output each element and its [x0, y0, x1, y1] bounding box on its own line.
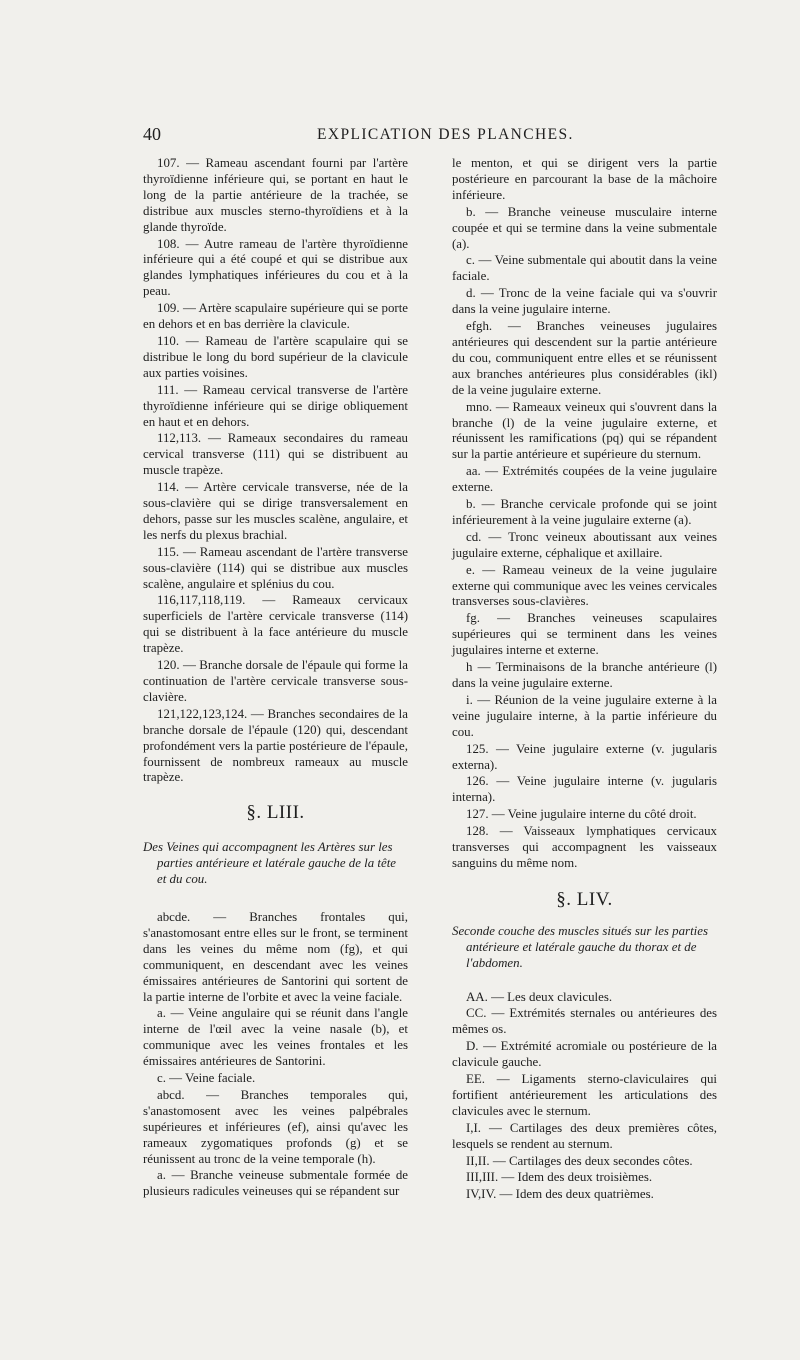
entry: 127. — Veine jugulaire interne du côté droit. — [466, 807, 697, 822]
right-column — [452, 156, 717, 1204]
section-subtitle-liv: Seconde couche des muscles situés sur les parties antérieure et latérale gauche du thorax et de l'abdomen. — [452, 923, 708, 970]
entry: 114. — Artère cervicale transverse, née de la sous-clavière qui se dirige transversalement en dehors, passe sur les muscles scalène, angulaire, et les nerfs du plexus brachial. — [143, 480, 408, 542]
left-entries-bottom — [143, 910, 408, 1200]
page-header — [143, 124, 698, 148]
running-title: EXPLICATION DES PLANCHES. — [317, 126, 574, 143]
section-heading-liii: §. LIII. — [246, 802, 305, 824]
entry: e. — Rameau veineux de la veine jugulaire externe qui communique avec les veines cervicales transverses sous-clavières. — [452, 562, 717, 609]
entry: b. — Branche cervicale profonde qui se joint inférieurement à la veine jugulaire externe (a). — [452, 497, 717, 527]
page-number: 40 — [143, 124, 161, 144]
entry: 128. — Vaisseaux lymphatiques cervicaux transverses qui accompagnent les vaisseaux sanguins du même nom. — [452, 824, 717, 870]
entry: 115. — Rameau ascendant de l'artère transverse sous-clavière (114) qui se distribue aux muscles scalène, angulaire et splénius du cou. — [143, 544, 408, 591]
entry: mno. — Rameaux veineux qui s'ouvrent dans la branche (l) de la veine jugulaire externe, et réunissent les ramifications (pq) qui se répandent sur la partie antérieure et supérieure du sternum. — [452, 399, 717, 462]
entry: abcd. — Branches temporales qui, s'anastomosent avec les veines palpébrales supérieures et inférieures (ef), ainsi qu'avec les rameaux zygomatiques profonds (g) et se réunissent au tronc de la veine temporale (h). — [143, 1087, 408, 1166]
entry: 109. — Artère scapulaire supérieure qui se porte en dehors et en bas derrière la clavicule. — [143, 301, 408, 332]
entry: 121,122,123,124. — Branches secondaires de la branche dorsale de l'épaule (120) qui, descendant profondément vers la partie postérieure de l'épaule, fournissent de nombreux rameaux au muscle trapèze. — [143, 706, 408, 785]
entry: AA. — Les deux clavicules. — [466, 989, 613, 1004]
entry: 110. — Rameau de l'artère scapulaire qui se distribue le long du bord supérieur de la clavicule aux parties voisines. — [143, 333, 408, 380]
entry: cd. — Tronc veineux aboutissant aux veines jugulaire externe, céphalique et axillaire. — [452, 529, 717, 560]
left-entries-top — [143, 156, 408, 786]
entry: II,II. — Cartilages des deux secondes côtes. — [466, 1153, 693, 1168]
entry: 125. — Veine jugulaire externe (v. jugularis externa). — [452, 741, 717, 772]
entry: D. — Extrémité acromiale ou postérieure de la clavicule gauche. — [452, 1039, 717, 1070]
left-column — [143, 156, 408, 1201]
entry: 107. — Rameau ascendant fourni par l'artère thyroïdienne inférieure qui, se portant en haut le long de la partie antérieure de la trachée, se distribue aux muscles sterno-thyroïdiens et à la glande thyroïde. — [143, 156, 408, 234]
entry: fg. — Branches veineuses scapulaires supérieures qui se terminent dans les veines jugulaires interne et externe. — [452, 611, 717, 658]
entry: 108. — Autre rameau de l'artère thyroïdienne inférieure qui a été coupé et qui se distribue aux glandes lymphatiques inférieures du cou et à la peau. — [143, 236, 408, 299]
entry: efgh. — Branches veineuses jugulaires antérieures qui descendent sur la partie antérieure du cou, communiquent entre elles et se réunissent aux branches antérieures plus considérables (ikl) de la veine jugulaire externe. — [452, 319, 717, 397]
entry: 111. — Rameau cervical transverse de l'artère thyroïdienne inférieure qui se dirige obliquement en haut et en dehors. — [143, 382, 408, 429]
entry: III,III. — Idem des deux troisièmes. — [466, 1170, 653, 1185]
entry: 120. — Branche dorsale de l'épaule qui forme la continuation de l'artère cervicale transverse sous-clavière. — [143, 658, 408, 704]
entry: b. — Branche veineuse musculaire interne coupée et qui se termine dans la veine submentale (a). — [452, 204, 717, 251]
entry: EE. — Ligaments sterno-claviculaires qui fortifient antérieurement les articulations des clavicules avec le sternum. — [452, 1072, 717, 1118]
right-entries-bottom — [452, 990, 717, 1204]
entry: d. — Tronc de la veine faciale qui va s'ouvrir dans la veine jugulaire interne. — [452, 286, 717, 317]
entry: le menton, et qui se dirigent vers la partie postérieure en parcourant la base de la mâchoire inférieure. — [452, 156, 717, 202]
entry: 112,113. — Rameaux secondaires du rameau cervical transverse (111) qui se distribuent au muscle trapèze. — [143, 431, 408, 478]
section-subtitle-liii: Des Veines qui accompagnent les Artères sur les parties antérieure et latérale gauche de la tête et du cou. — [143, 840, 397, 887]
entry: 116,117,118,119. — Rameaux cervicaux superficiels de l'artère cervicale transverse (114) qui se distribuent à la face antérieure du muscle trapèze. — [143, 593, 408, 656]
entry: c. — Veine faciale. — [157, 1071, 256, 1086]
section-heading-liv: §. LIV. — [556, 888, 613, 910]
right-entries-top — [452, 156, 717, 872]
entry: a. — Veine angulaire qui se réunit dans l'angle interne de l'œil avec la veine nasale (b), et communique avec les veines frontales et les émissaires antérieures de Santorini. — [143, 1006, 408, 1069]
entry: IV,IV. — Idem des deux quatrièmes. — [466, 1187, 654, 1202]
entry: 126. — Veine jugulaire interne (v. jugularis interna). — [452, 774, 717, 805]
entry: h — Terminaisons de la branche antérieure (l) dans la veine jugulaire externe. — [452, 660, 717, 690]
entry: CC. — Extrémités sternales ou antérieures des mêmes os. — [452, 1006, 717, 1037]
entry: aa. — Extrémités coupées de la veine jugulaire externe. — [452, 464, 717, 495]
entry: i. — Réunion de la veine jugulaire externe à la veine jugulaire interne, à la partie inférieure du cou. — [452, 692, 717, 739]
entry: a. — Branche veineuse submentale formée de plusieurs radicules veineuses qui se répandent sur — [143, 1168, 408, 1199]
entry: abcde. — Branches frontales qui, s'anastomosant entre elles sur le front, se terminent dans les veines du même nom (fg), et qui communiquent, en descendant avec les veines émissaires antérieures de Santorini qui sortent de la partie interne de l'orbite et avec la veine faciale. — [143, 909, 408, 1004]
entry: I,I. — Cartilages des deux premières côtes, lesquels se rendent au sternum. — [452, 1120, 717, 1151]
entry: c. — Veine submentale qui aboutit dans la veine faciale. — [452, 253, 717, 284]
